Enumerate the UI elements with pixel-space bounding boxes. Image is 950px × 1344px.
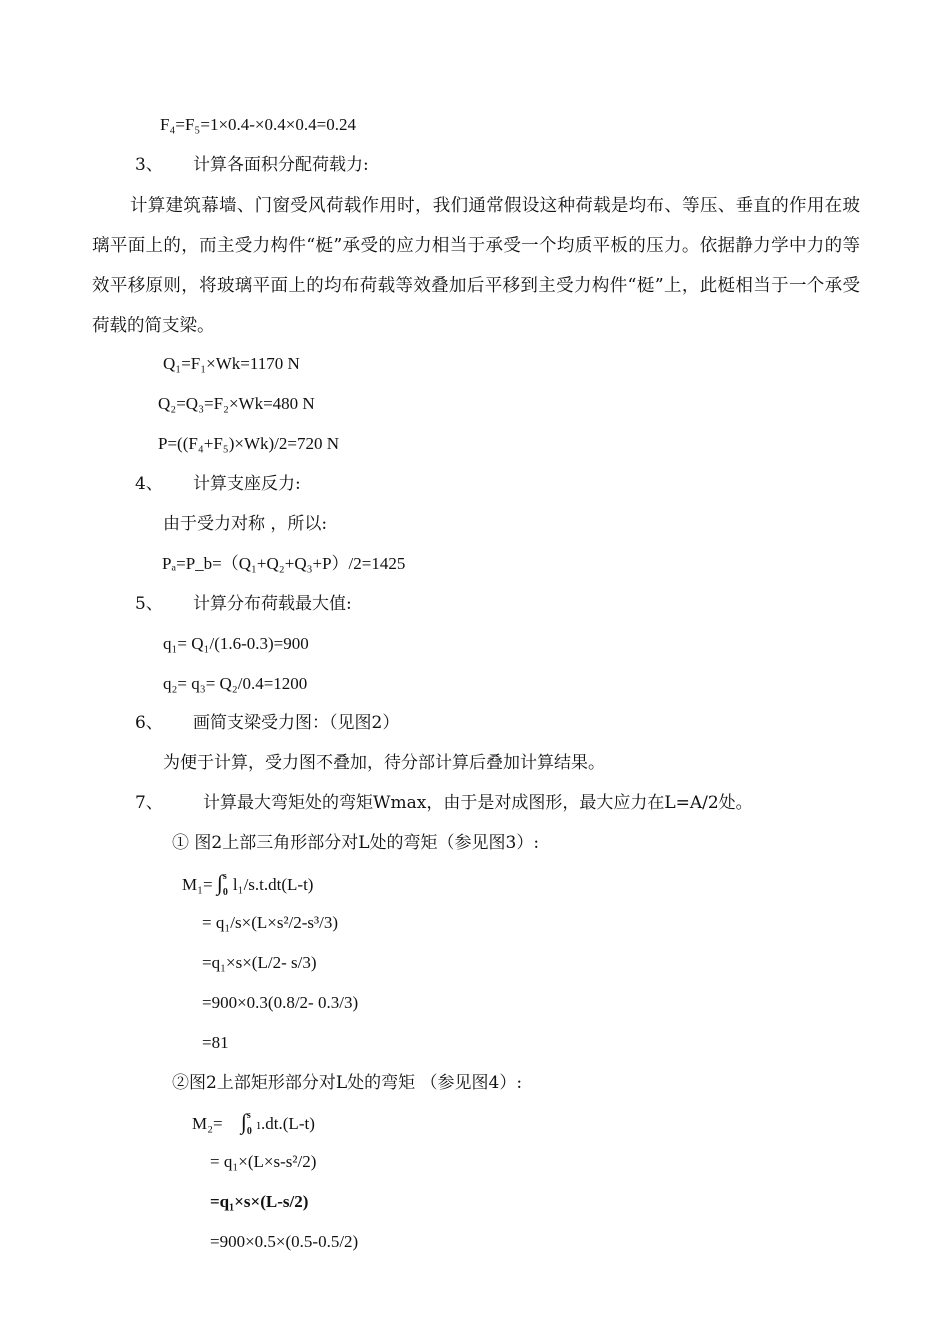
integral-limits (246, 1110, 257, 1137)
equation-m1-integral (182, 872, 313, 896)
section-number: 5、 (135, 594, 163, 614)
integral-icon: ∫ (216, 870, 223, 895)
equation-pa-pb: Pₐ=P_b=（Q₁+Q₂+Q₃+P）/2=1425 (162, 554, 406, 573)
section-title: 计算各面积分配荷载力: (193, 155, 369, 175)
section-title: 画简支梁受力图：（见图2） (193, 713, 400, 733)
equation-q2-q3-load: q₂= q₃= Q₂/0.4=1200 (163, 674, 308, 693)
equation-m1-step-2: =q₁×s×(L/2- s/3) (202, 953, 317, 972)
integral-icon: ∫ (240, 1109, 247, 1134)
equation-p: P=((F₄+F₅)×Wk)/2=720 N (158, 434, 340, 453)
equation-m1-result: =81 (202, 1033, 229, 1052)
section-title: 计算分布荷载最大值: (193, 594, 352, 614)
section-4-heading (135, 473, 301, 495)
m1-rhs: l₁/s.t.dt(L-t) (232, 875, 314, 894)
equation-m1-step-1: = q₁/s×(L×s²/2-s³/3) (202, 913, 339, 932)
section-5-heading (135, 593, 352, 615)
case-2-heading: ②图2上部矩形部分对L处的弯矩 （参见图4）: (172, 1073, 523, 1093)
section-7-heading (135, 792, 753, 814)
section-number: 4、 (135, 474, 163, 494)
integral-limits (222, 871, 233, 898)
section-title: 计算最大弯矩处的弯矩Wmax，由于是对成图形，最大应力在L=A/2处。 (203, 793, 753, 813)
m2-rhs: ₗ.dt.(L-t) (256, 1114, 315, 1133)
calculation-note: 为便于计算，受力图不叠加，待分部计算后叠加计算结果。 (163, 753, 605, 773)
section-3-heading (135, 154, 369, 176)
integral-lower-limit: 0 (246, 1126, 252, 1137)
section-number: 3、 (135, 155, 163, 175)
equation-m2-step-1: = q₁×(L×s-s²/2) (210, 1152, 317, 1171)
explanation-paragraph: 计算建筑幕墙、门窗受风荷载作用时，我们通常假设这种荷载是均布、等压、垂直的作用在玻璃平面上的，而主受力构件“梃”承受的应力相当于承受一个均质平板的压力。依据静力学中力的等效平移原则，将玻璃平面上的均布荷载等效叠加后平移到主受力构件“梃”上，此梃相当于一个承受荷载的简支梁。 (92, 196, 860, 336)
integral-upper-limit: s (222, 871, 227, 882)
equation-m2-integral (192, 1111, 315, 1135)
equation-m2-step-2: =q₁×s×(L-s/2) (210, 1192, 309, 1211)
section-number: 6、 (135, 713, 163, 733)
equation-q2-q3: Q₂=Q₃=F₂×Wk=480 N (158, 394, 315, 413)
symmetry-note: 由于受力对称 ，所以: (163, 514, 328, 534)
integral-upper-limit: s (246, 1110, 251, 1121)
equation-m2-step-3: =900×0.5×(0.5-0.5/2) (210, 1232, 359, 1251)
m1-lhs: M₁= (182, 875, 213, 894)
section-title: 计算支座反力: (193, 474, 301, 494)
equation-f4-f5: F₄=F₅=1×0.4-×0.4×0.4=0.24 (160, 115, 356, 134)
section-6-heading (135, 712, 399, 734)
equation-q1-load: q₁= Q₁/(1.6-0.3)=900 (163, 634, 309, 653)
equation-q1: Q₁=F₁×Wk=1170 N (163, 354, 300, 373)
integral-lower-limit: 0 (222, 887, 228, 898)
case-1-heading: ① 图2上部三角形部分对L处的弯矩（参见图3）: (172, 833, 540, 853)
m2-lhs: M₂= (192, 1114, 223, 1133)
section-number: 7、 (135, 793, 163, 813)
equation-m1-step-3: =900×0.3(0.8/2- 0.3/3) (202, 993, 359, 1012)
